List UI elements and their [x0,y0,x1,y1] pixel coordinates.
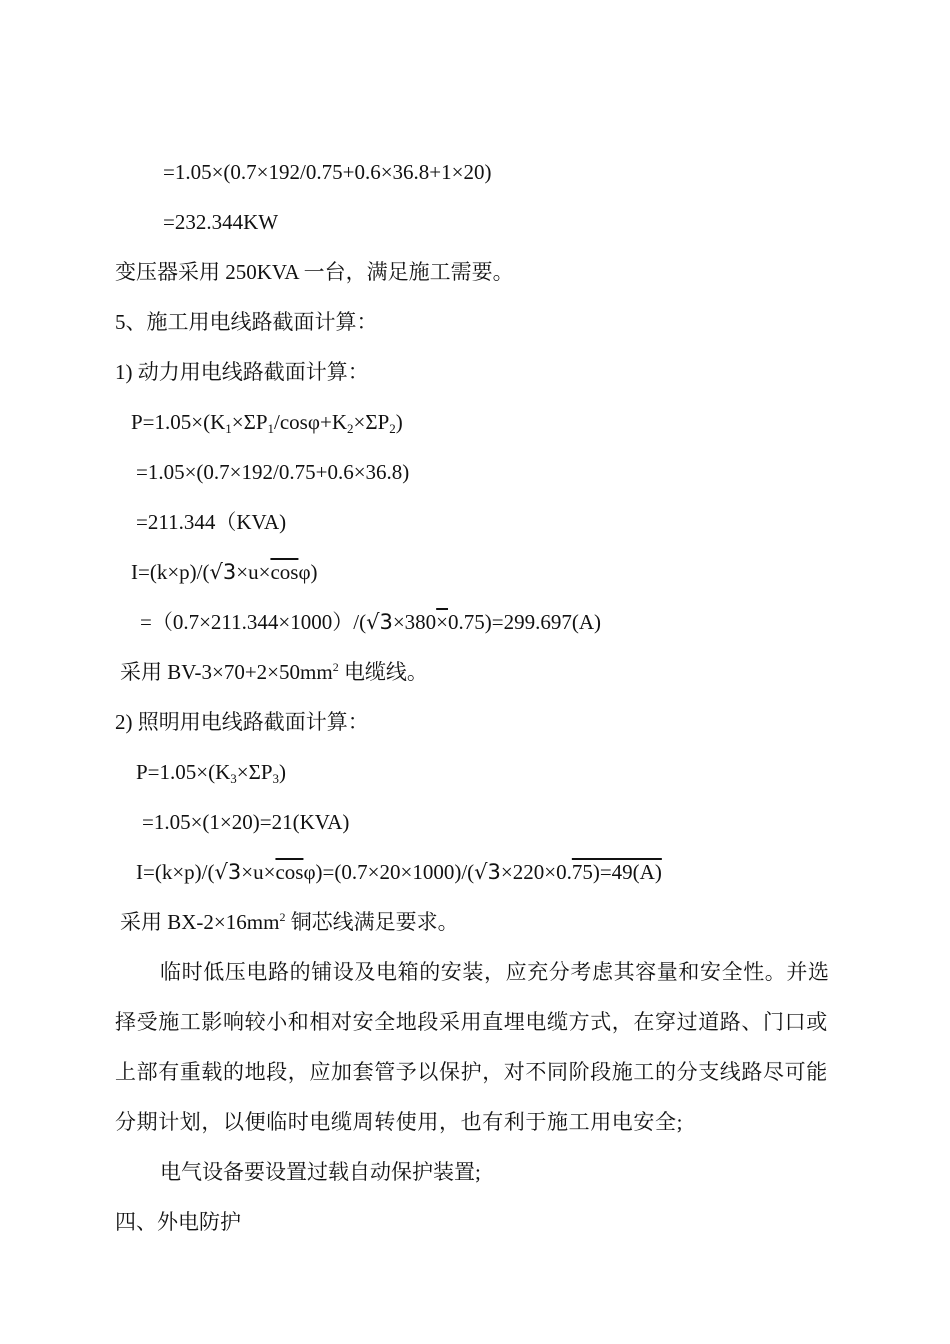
section-heading-4: 四、外电防护 [115,1210,241,1234]
transformer-statement: 变压器采用 250KVA 一台，满足施工需要。 [115,260,514,284]
paragraph-line-4: 分期计划，以便临时电缆周转使用，也有利于施工用电安全; [115,1110,684,1134]
formula-current-i1: $I=(k\times p)/(√3\times u\times\overline{cos}\varphi)$ [131,560,318,584]
paragraph-line-2: 择受施工影响较小和相对安全地段采用直埋电缆方式，在穿过道路、门口或 [115,1010,828,1034]
cable-selection-lighting: 采用 $BX-2\times 16mm^2$ 铜芯线满足要求。 [120,910,459,934]
formula-line-total-result: =232.344KW [163,210,279,234]
formula-current-i2: $I=(k\times p)/(√3\times u\times\overline{cos}\varphi)=(0.7\times 20\times 1000)/(√3\times 220\times 0.75)=49(A)$ [136,860,662,884]
subsection-heading-2: 2) 照明用电线路截面计算： [115,710,369,734]
section-heading-5: 5、施工用电线路截面计算： [115,310,378,334]
cable-selection-power: 采用 $BV-3\times 70+2\times 50mm^2$ 电缆线。 [120,660,428,684]
formula-power-p1: $P=1.05\times(K_1\times\Sigma P_1/\cos\varphi+K_2\times\Sigma P_2)$ [131,410,403,436]
formula-power-p2-result: =1.05×(1×20)=21(KVA) [142,810,350,834]
formula-power-p2: $P=1.05\times(K_3\times\Sigma P_3)$ [136,760,287,786]
formula-power-p1-result: =211.344（KVA) [136,510,287,534]
formula-power-p1-sub: =1.05×(0.7×192/0.75+0.6×36.8) [136,460,410,484]
subsection-heading-1: 1) 动力用电线路截面计算： [115,360,369,384]
formula-line-total-power: =1.05×(0.7×192/0.75+0.6×36.8+1×20) [163,160,492,184]
paragraph-line-3: 上部有重载的地段，应加套管予以保护，对不同阶段施工的分支线路尽可能 [115,1060,828,1084]
paragraph-line-1: 临时低压电路的铺设及电箱的安装，应充分考虑其容量和安全性。并选 [160,960,830,984]
protection-device-statement: 电气设备要设置过载自动保护装置; [160,1160,481,1184]
formula-current-i1-result: =（0.7×211.344×1000）/(√3×380×0.75)=299.697(A) [140,610,602,634]
